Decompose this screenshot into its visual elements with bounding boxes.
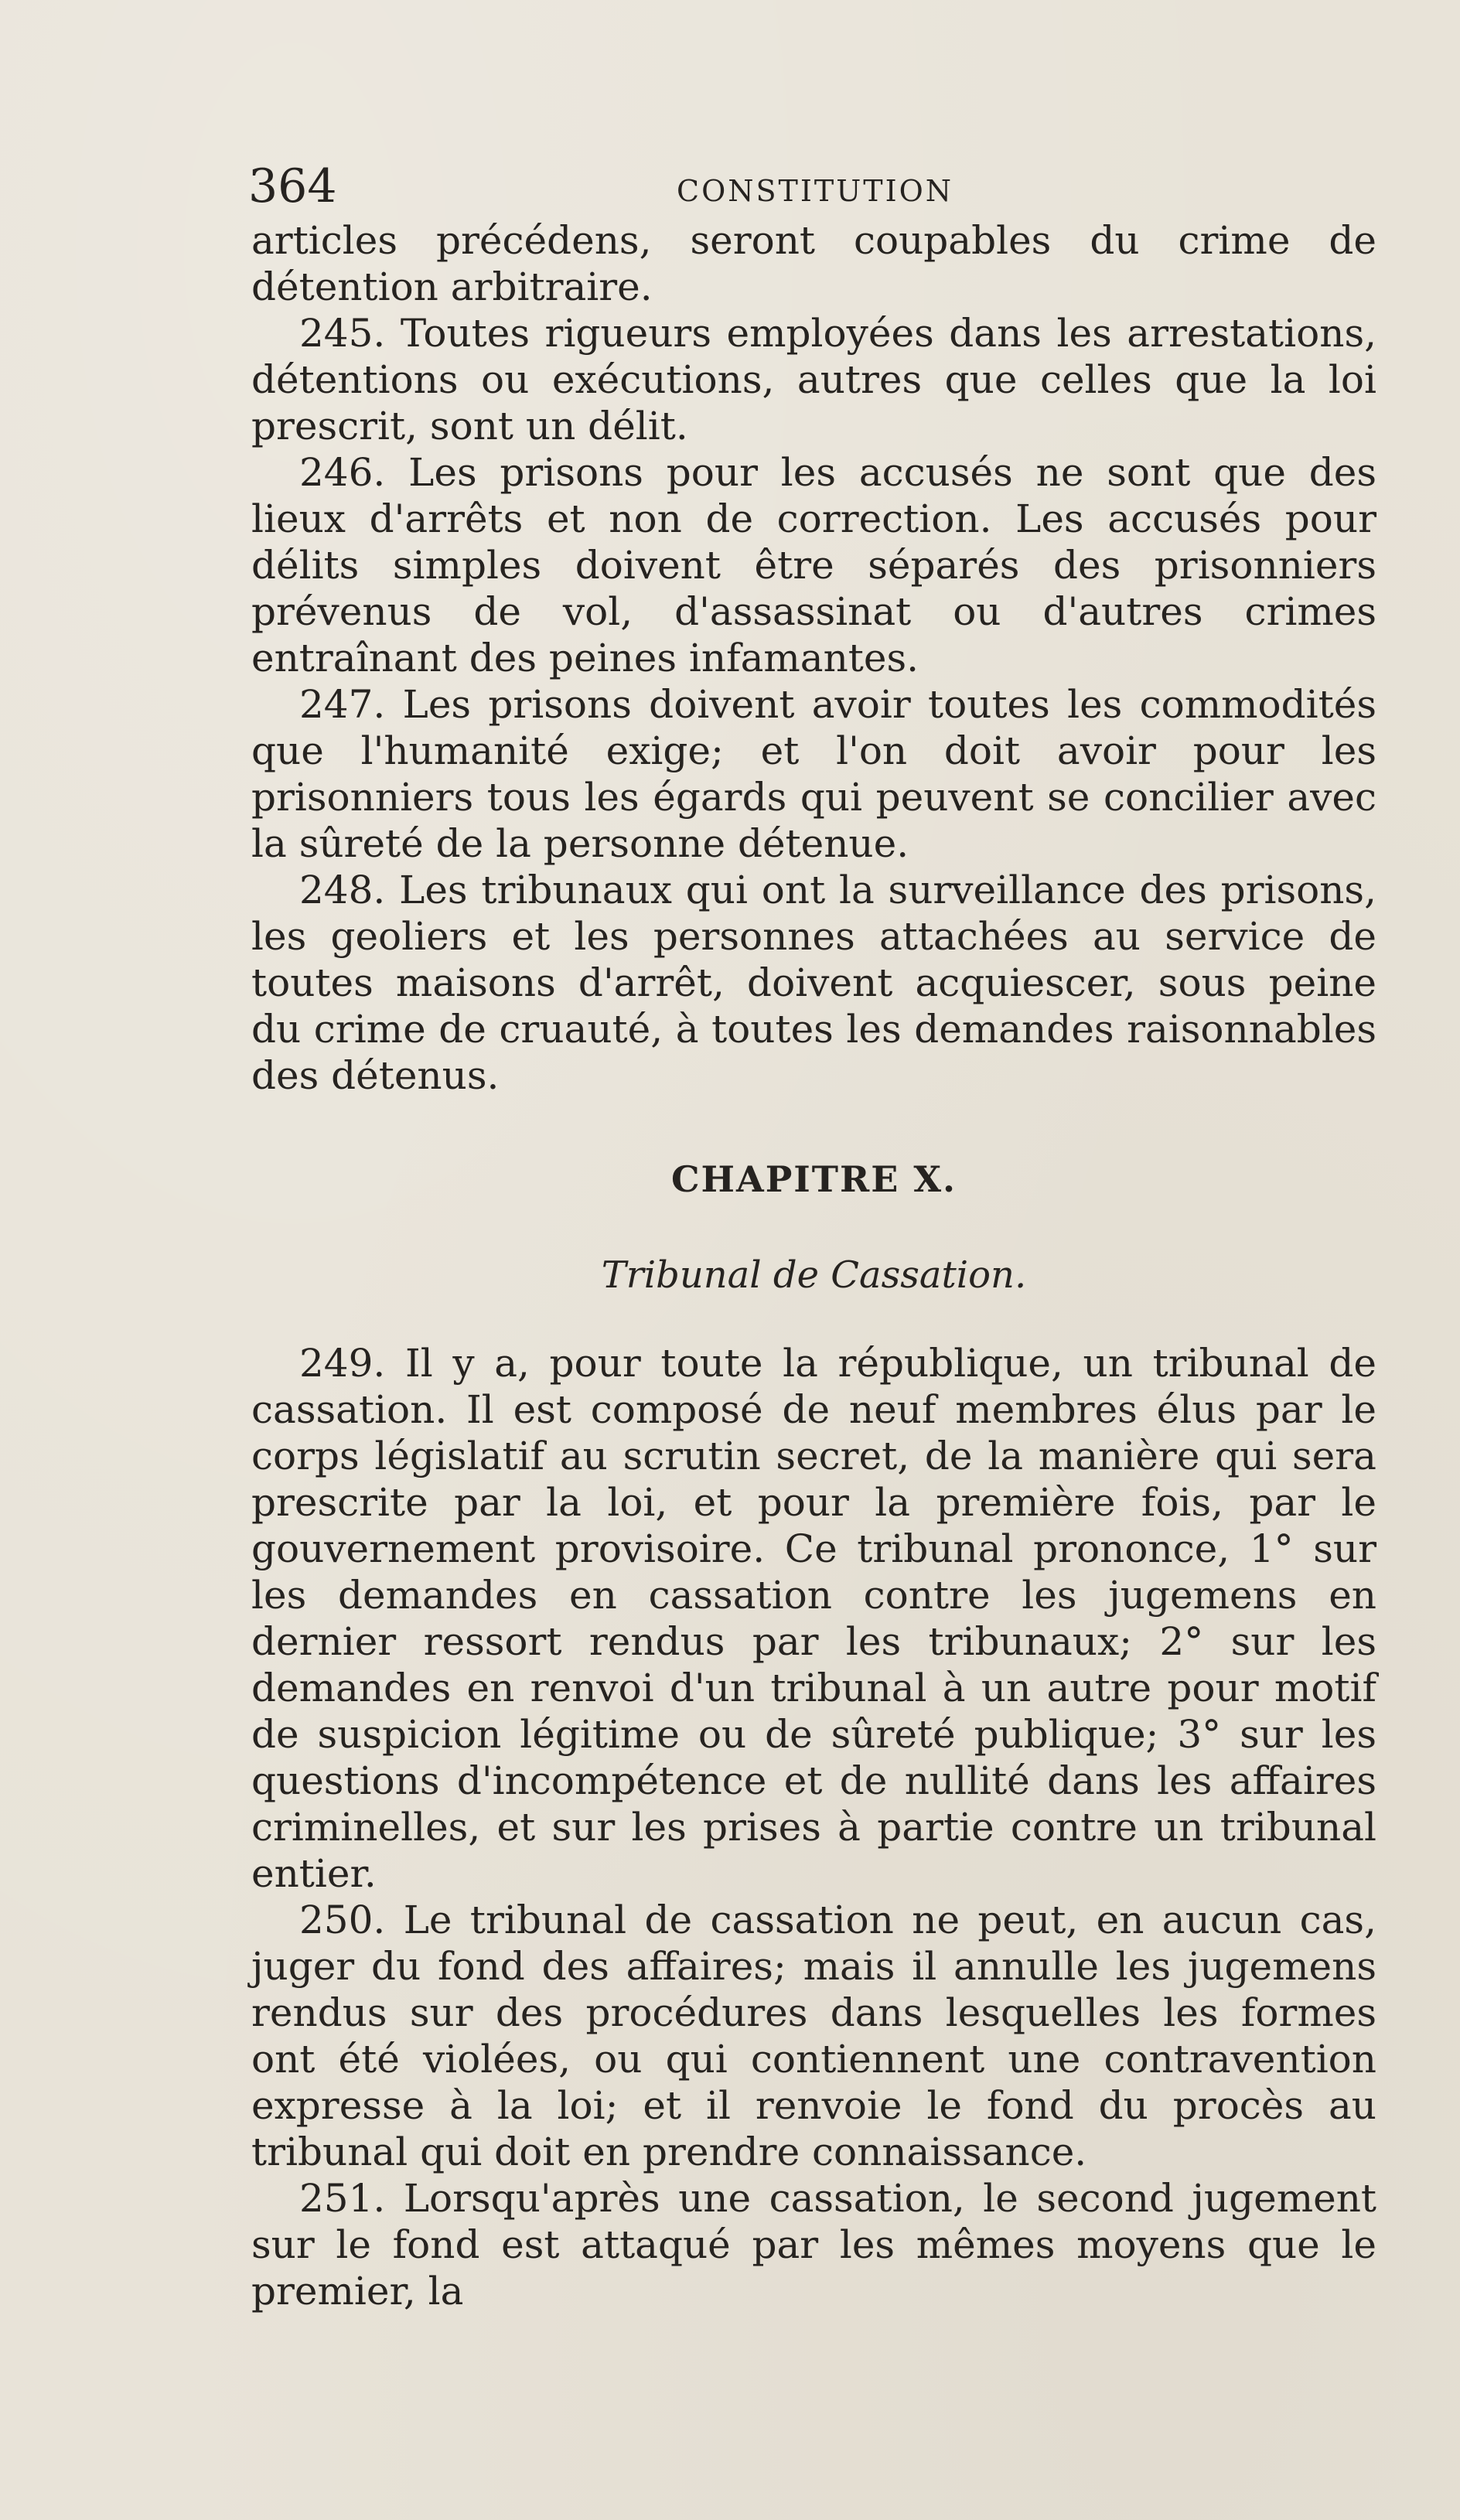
running-head — [248, 159, 1376, 214]
article-245: 245. Toutes rigueurs employées dans les arrestations, détentions ou exécutions, autres que celles que la loi prescrit, sont un délit. — [251, 311, 1376, 448]
page-number: 364 — [248, 159, 337, 213]
chapter-subtitle: Tribunal de Cassation. — [601, 1253, 1027, 1297]
paragraph-continuation: articles précédens, seront coupables du crime de détention arbitraire. — [251, 218, 1376, 309]
chapter-title: CHAPITRE X. — [670, 1158, 957, 1200]
article-248: 248. Les tribunaux qui ont la surveillance des prisons, les geoliers et les personnes attachées au service de toutes maisons d'arrêt, doivent acquiescer, sous peine du crime de cruauté, à toutes les demandes raisonnables des détenus. — [251, 868, 1376, 1098]
text-block — [248, 159, 1376, 2314]
article-250: 250. Le tribunal de cassation ne peut, en aucun cas, juger du fond des affaires; mais il annulle les jugemens rendus sur des procédures dans lesquelles les formes ont été violées, ou qui contiennent une contravention expresse à la loi; et il renvoie le fond du procès au tribunal qui doit en prendre connaissance. — [251, 1898, 1376, 2174]
article-249: 249. Il y a, pour toute la république, un tribunal de cassation. Il est composé de neuf membres élus par le corps législatif au scrutin secret, de la manière qui sera prescrite par la loi, et pour la première fois, par le gouvernement provisoire. Ce tribunal prononce, 1° sur les demandes en cassation contre les jugemens en dernier ressort rendus par les tribunaux; 2° sur les demandes en renvoi d'un tribunal à un autre pour motif de suspicion légitime ou de sûreté publique; 3° sur les questions d'incompétence et de nullité dans les affaires criminelles, et sur les prises à partie contre un tribunal entier. — [251, 1341, 1376, 1896]
article-246: 246. Les prisons pour les accusés ne sont que des lieux d'arrêts et non de correction. Les accusés pour délits simples doivent être séparés des prisonniers prévenus de vol, d'assassinat ou d'autres crimes entraînant des peines infamantes. — [251, 450, 1376, 680]
article-247: 247. Les prisons doivent avoir toutes les commodités que l'humanité exige; et l'on doit avoir pour les prisonniers tous les égards qui peuvent se concilier avec la sûreté de la personne détenue. — [251, 682, 1376, 866]
article-251: 251. Lorsqu'après une cassation, le second jugement sur le fond est attaqué par les mêmes moyens que le premier, la — [251, 2176, 1376, 2314]
running-title: CONSTITUTION — [677, 174, 953, 208]
